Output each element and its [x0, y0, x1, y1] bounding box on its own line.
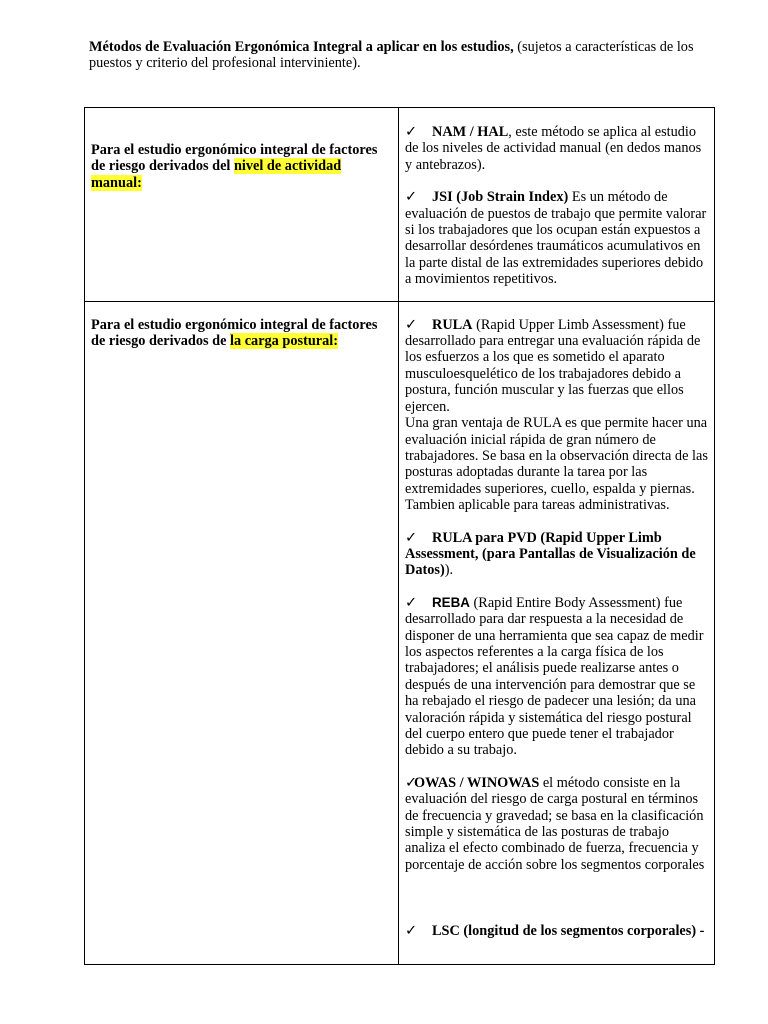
method-entry-reba [405, 595, 711, 759]
method-name: LSC (longitud de los segmentos corporales) - [432, 923, 705, 940]
risk-factor-text [91, 317, 391, 350]
method-entry-rula-pvd [405, 530, 711, 579]
method-description: , este método se aplica al estudio de los niveles de actividad manual (en dedos manos y antebrazos). [405, 124, 702, 173]
heading-title: Métodos de Evaluación Ergonómica Integral a aplicar en los estudios, [89, 39, 514, 55]
method-name: REBA [432, 594, 470, 610]
method-name: RULA [432, 316, 473, 333]
risk-factor-highlight: la carga postural: [230, 333, 339, 350]
check-icon: ✓ [405, 594, 417, 611]
methods-table [84, 107, 715, 965]
method-entry-nam-hal [405, 124, 711, 173]
check-icon: ✓ [405, 124, 417, 140]
methods-cell [399, 301, 715, 964]
check-icon: ✓ [405, 774, 417, 791]
method-name-detail: (Rapid Upper Limb Assessment, (para Pantallas de Visualización de Datos) [405, 529, 696, 579]
method-name: JSI [432, 189, 453, 206]
method-description: (Rapid Entire Body Assessment) fue desarrollado para dar respuesta a la necesidad de disponer de una herramienta que sea capaz de medir los aspectos referentes a la carga física de los trabajadores; el análisis puede realizarse antes o después de una intervención para demostrar que se ha rebajado el riesgo de padecer una lesión; da una valoración rápida y sistemática del riesgo postural del cuerpo entero que puede tener el trabajador debido a su trabajo. [405, 594, 704, 759]
method-name: RULA para PVD [432, 529, 537, 546]
check-icon: ✓ [405, 529, 417, 546]
method-entry-jsi [405, 189, 711, 287]
page-heading [89, 39, 709, 72]
method-description: ). [444, 562, 454, 579]
method-entry-owas [405, 775, 711, 873]
risk-factor-cell [85, 301, 399, 964]
method-description: (Rapid Upper Limb Assessment) fue desarrollado para entregar una evaluación rápida de los esfuerzos a los que es sometido el aparato musculoesquelético de los trabajadores debido a postura, función muscular y las fuerzas que ellos ejercen. [405, 316, 701, 415]
methods-cell [399, 108, 715, 302]
method-name-detail: (Job Strain Index) [452, 189, 569, 206]
risk-factor-prefix: Para el estudio ergonómico integral de factores de riesgo derivados del [91, 142, 378, 175]
risk-factor-cell [85, 108, 399, 302]
method-description: Es un método de evaluación de puestos de trabajo que permite valorar si los trabajadores que los ocupan están expuestos a desarrollar desórdenes traumáticos acumulativos en la parte distal de las extremidades superiores debido a movimientos repetitivos. [405, 189, 707, 288]
method-name: OWAS / WINOWAS [414, 774, 540, 791]
risk-factor-highlight: nivel de actividad manual: [91, 158, 342, 191]
method-entry-lsc [405, 923, 711, 939]
check-icon: ✓ [405, 189, 417, 206]
check-icon: ✓ [405, 923, 417, 940]
risk-factor-prefix: Para el estudio ergonómico integral de factores de riesgo derivados de [91, 316, 378, 350]
method-entry-rula [405, 317, 711, 514]
table-row-postural-load [85, 301, 715, 964]
heading-subtitle: (sujetos a características de los puestos y criterio del profesional interviniente). [89, 39, 694, 72]
check-icon: ✓ [405, 316, 417, 333]
table-row-manual-activity [85, 108, 715, 302]
risk-factor-text [91, 142, 391, 191]
method-description-extra: Una gran ventaja de RULA es que permite hacer una evaluación inicial rápida de gran número de trabajadores. Se basa en la observación directa de las posturas adoptadas durante la tarea por las extremidades superiores, cuello, espalda y piernas. Tambien aplicable para tareas administrativas. [405, 415, 708, 514]
method-name: NAM / HAL [432, 124, 509, 140]
method-description: el método consiste en la evaluación del riesgo de carga postural en términos de frecuencia y gravedad; se basa en la clasificación simple y sistemática de las posturas de trabajo analiza el efecto combinado de fuerza, frecuencia y porcentaje de acción sobre los segmentos corporales [405, 774, 705, 873]
